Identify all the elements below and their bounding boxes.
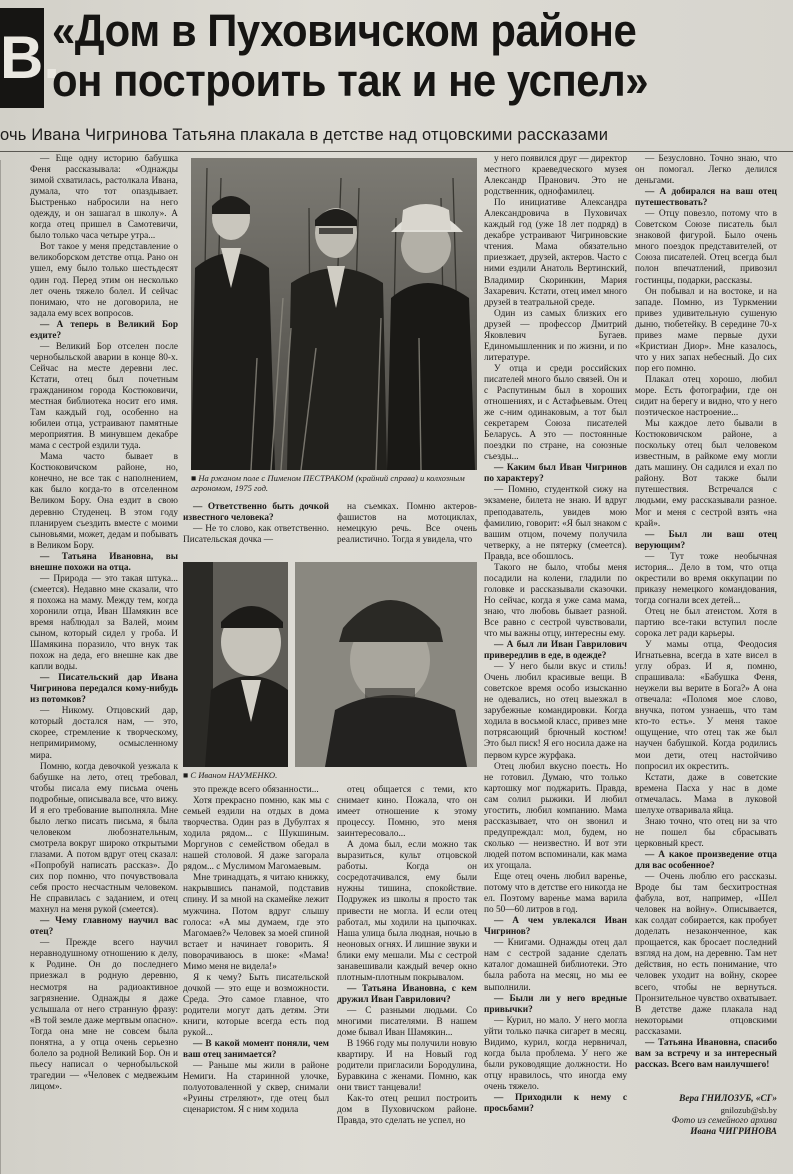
article-paragraph: — Не то слово, как ответственно. Писательская дочка — [183, 524, 329, 546]
article-column-1 [30, 154, 178, 1174]
subheadline: очь Ивана Чигринова Татьяна плакала в детстве над отцовскими рассказами [0, 126, 609, 144]
article-column-2 [183, 785, 329, 1174]
article-paragraph: Помню, когда девочкой уезжала к бабушке на лето, отец требовал, чтобы писала ему письма очень подробные, описывала все, что вижу. И я его требование выполняла. Мне было легко писать письма, я была человеком любознательным, смотрела вокруг широко открытыми глазами. А потом вдруг отец сказал: «Попробуй написать рассказ». До сих пор помню, что почувствовала себя просто несчастным человеком. Не справилась с заданием, и отец махнул на меня рукой (смеется). [30, 761, 178, 916]
headline-line-2: он построить так и не успел» [52, 55, 649, 106]
article-paragraph: Как-то отец решил построить дом в Пуховичском районе. Правда, это сделать не успел, но [337, 1094, 477, 1127]
article-paragraph: Вот такое у меня представление о великоборском детстве отца. Рано он ушел, ему было только шестьдесят один год. Перед этим он несколько лет очень тяжело болел. И сейчас понимаю, что не договорила, не задала ему всех вопросов. [30, 242, 178, 319]
photo-left-man-image [183, 562, 288, 767]
article-paragraph: — Никому. Отцовский дар, который достался нам, — это, скорее, стремление к творческому, непримиримому, осмысленному мира. [30, 706, 178, 761]
article-paragraph: — Раньше мы жили в районе Немиги. На старинной улочке, полуотоваленной у сквер, снимали «Руины стреляют», где отец был сценаристом. Я с ним ходила [183, 1061, 329, 1116]
article-paragraph: — Помню, студенткой сижу на экзамене, билета не знаю. И вдруг преподаватель, увидев мою фамилию, говорит: «Я был знаком с вашим отцом, почему получила четверку, а не пятерку (смеется). Правда, все обошлось. [484, 485, 627, 562]
interview-question: — А добирался на ваш отец путешествовать? [635, 187, 777, 209]
article-paragraph: отец общается с теми, кто снимает кино. Пожала, что он имеет отношение к этому процессу. Помню, это меня заинтересовало... [337, 785, 477, 840]
caption-square-icon: ■ [183, 770, 191, 780]
photo-naumenko [295, 562, 477, 767]
article-paragraph: — Очень люблю его рассказы. Вроде бы там бесхитростная фабула, вот, например, «Шел человек на войну». Описывается, как солдат собирается, как пробует доделать незаконченное, как прощается, как бросает последний взгляд на дом, на деревню. Там нет действия, но есть понимание, что человек уходит на войну, скорее всего, чтобы не вернуться. Пронзительное чувство охватывает. В детстве даже плакала над некоторыми отцовскими рассказами. [635, 872, 777, 1037]
article-paragraph: У отца и среди российских писателей много было связей. Он и с Распутиным был в хороших отношениях, и с Астафьевым. Отец же с-ним одинаковым, а тот был секретарем Союза писателей Беларусь. А это — постоянные поездки по стране, на союзные съезды... [484, 363, 627, 463]
article-column-3 [337, 785, 477, 1174]
article-paragraph: Отец не был атеистом. Хотя в партию все-таки вступил после сорока лет ради карьеры. [635, 606, 777, 640]
author-email: gnilozub@sb.by [720, 1105, 777, 1116]
article-paragraph: Мне тринадцать, я читаю книжку, накрывшись панамой, подставив спину. И за мной на скамейке лежит мужчина. Потом вдруг слышу голоса: «А мы думаем, где это Магомаев?» Человек за моей спиной встает и начинает говорить. Я поворачиваюсь в шоке: «Мама! Мимо меня не видела!» [183, 873, 329, 972]
article-column-3-top [337, 502, 477, 558]
byline-block [635, 1094, 777, 1174]
article-paragraph: — С разными людьми. Со многими писателями. В нашем доме бывал Иван Шамякин... [337, 1005, 477, 1039]
interview-question: — Ответственно быть дочкой известного человека? [183, 502, 329, 524]
article-paragraph: В 1966 году мы получили новую квартиру. И на Новый год родители пригласили Бородулина, Буравкина с женами. Помню, как они твист танцевали! [337, 1039, 477, 1094]
interview-question: — Чему главному научил вас отец? [30, 916, 178, 938]
article-paragraph: — Великий Бор отселен после чернобыльской аварии в конце 80-х. Сейчас на месте деревни лес. Кстати, отец был почетным гражданином города Костюковичи, местная библиотека носит его имя. Там каждый год, особенно на юбилеи отца, устраивают памятные мероприятия. В минувшем декабре мама с сестрой ездили туда. [30, 341, 178, 452]
left-edge [0, 160, 1, 1174]
photo-left-man [183, 562, 288, 767]
interview-question: — В какой момент поняли, чем ваш отец занимается? [183, 1039, 329, 1061]
article-paragraph: Он побывал и на востоке, и на западе. Помню, из Туркмении привез удивительную сушеную дыню, тюбетейку. В середине 70-х привез маме первые духи «Кристиан Диор». Мне казалось, что у них запах небесный. До сих пор его помню. [635, 286, 777, 374]
photo-credit-line-2: Ивана ЧИГРИНОВА [690, 1127, 777, 1138]
article-paragraph: — У него были вкус и стиль! Очень любил красивые вещи. В советское время особо изысканно не одевались, но отец выезжал в зарубежные командировки. Когда ходила в восьмой класс, привез мне потрясающий брючный костюм! Это был писк! Я его носила даже на первом курсе журфака. [484, 662, 627, 761]
article-paragraph: — Еще одну историю бабушка Феня рассказывала: «Однажды зимой схватилась, растолкала Ивана, думала, что тот опаздывает. Быстренько набросили на него одежду, и он зашагал в школу». А когда отец пришел в Самотевичи, было только часа четыре утра... [30, 154, 178, 242]
article-paragraph: это прежде всего обязанности... [193, 785, 319, 795]
header-rule [0, 151, 793, 152]
article-paragraph: У мамы отца, Феодосия Игнатьевна, всегда в хате висел в углу образ. И я, помню, спрашивала: «Бабушка Феня, неужели вы верите в Бога?» А она отвечала: «Поломя мое слово, внучка, потом узнаешь, что там кто-то есть». У меня такое ощущение, что отец так же был научен бабушкой. Когда родились мои дети, отец настойчиво попросил их окрестить. [635, 640, 777, 772]
photo-naumenko-image [295, 562, 477, 767]
article-paragraph: — Безусловно. Точно знаю, что он помогал. Легко делился деньгами. [635, 154, 777, 187]
article-paragraph: — Природа — это такая штука... (смеется). Недавно мне сказали, что я похожа на маму. Между тем, когда хоронили отца, Иван Шамякин все время наблюдал за Валей, моим сыном, который сидел у гроба. И Шамякина поразило, что внук так похож на деда, его внешне как две капли воды. [30, 573, 178, 673]
interview-question: — Татьяна Ивановна, спасибо вам за встречу и за интересный рассказ. Всего вам наилучшего! [635, 1037, 777, 1070]
interview-question: — А теперь в Великий Бор ездите? [30, 319, 178, 341]
interview-question: — Приходили к нему с просьбами? [484, 1092, 627, 1115]
article-paragraph: Один из самых близких его друзей — профессор Дмитрий Яковлевич Бугаев. Единомышленник и по жизни, и по литературе. [484, 308, 627, 363]
interview-question: — А был ли Иван Гаврилович привередлив в еде, в одежде? [484, 640, 627, 662]
article-paragraph: — Прежде всего научил неравнодушному отношению к делу, к Родине. Он до последнего приезжал в родную деревню, несмотря на радиоактивное загрязнение. Однажды я даже услышала от него странную фразу: «В той земле даже мертвым опасно». Тогда она мне не совсем была понятна, а у отца очень серьезно болело за родной Великий Бор. Он и пьесу написал о чернобыльской трагедии — «Человек с медвежьим лицом». [30, 938, 178, 1092]
article-paragraph: Хотя прекрасно помню, как мы с семьей ездили на отдых в дома творчества. Один раз в Дубултах я ходила рядом... с Шукшиным. Моргунов с семейством обедал в нашей столовой. Я даже загорала рядом... с Муслимом Магомаевым. [183, 796, 329, 873]
article-paragraph: Такого не было, чтобы меня посадили на колени, гладили по головке и рассказывали сказочки. Но сейчас, когда я уже сама мама, знаю, что любовь бывает разной. Все равно с сестрой чувствовали, что мы важны отцу, интересны ему. [484, 562, 627, 640]
article-paragraph: — Курил, но мало. У него могла уйти только пачка сигарет в месяц. Видимо, курил, когда нервничал, когда была проблема. У него же были руководящие должности. Но отцу нравилось, что иногда ему очень тяжело. [484, 1015, 627, 1092]
article-paragraph: Знаю точно, что отец ни за что не пошел бы сбрасывать церковный крест. [635, 816, 777, 849]
article-paragraph: у него появился друг — директор местного краеведческого музея Александр Пранович. Это не родственник, однофамилец. [484, 154, 627, 198]
interview-question: — А какое произведение отца для вас особенное? [635, 849, 777, 871]
photo-rye-field-image [191, 158, 477, 470]
article-paragraph: А дома был, если можно так выразиться, культ отцовской работы. Когда он сосредотачивался, ему были нужны тишина, спокойствие. Подружек из школы я просто так привести не могла. И если отец работал, мы ходили на цыпочках. Наша улица была людная, ночью в неоновых огнях. И лишние звуки и блики ему мешали. Мы с сестрой занавешивали каждый вечер окно плотным-плотным покрывалом. [337, 840, 477, 983]
article-paragraph: Кстати, даже в советские времена Пасха у нас в доме отмечалась. Мама в луковой шелухе отваривала яйца. [635, 772, 777, 816]
interview-question: — Татьяна Ивановна, с кем дружил Иван Гаврилович? [337, 983, 477, 1005]
article-paragraph: Мама часто бывает в Костюковичском районе, но, конечно, не все так с наполнением, как было когда-то в отселенном Великом Бору. Она ездит в свою деревню Студенец. В этом году планируем съездить вместе с моими сыновьями, может, дедам и побывать в Великом Бору. [30, 452, 178, 551]
interview-question: — Писательский дар Ивана Чигринова передался кому-нибудь из потомков? [30, 673, 178, 706]
article-paragraph: Я к чему? Быть писательской дочкой — это еще и возможности. Среда. Это самое главное, что родители могут дать детям. Эти книги, которые всегда есть под рукой... [183, 972, 329, 1039]
photo-rye-field [191, 158, 477, 470]
article-paragraph: — Отцу повезло, потому что в Советском Союзе писатель был знаковой фигурой. Было очень много поездок представителей, от Союза писателей. Отец всегда был полон впечатлений, привозил гостинцы, подарки, рассказы. [635, 209, 777, 286]
article-column-2-top [183, 502, 329, 558]
interview-question: — Каким был Иван Чигринов по характеру? [484, 463, 627, 485]
section-tag: В. [0, 8, 44, 108]
photo-naumenko-caption: ■ С Иваном НАУМЕНКО. [183, 770, 278, 780]
interview-question: — Татьяна Ивановна, вы внешне похожи на отца. [30, 551, 178, 573]
headline [52, 6, 740, 106]
article-paragraph: По инициативе Александра Александровича в Пуховичах каждый год (уже 18 лет подряд) в декабре устраивают Чигриновские чтения. Мама обязательно приезжает, друзей, актеров. Часто с ними ездили Анатоль Вертинский, Владимир Скоринкин, Мария Захаревич. Кстати, отец имел много друзей в театральной среде. [484, 198, 627, 308]
article-paragraph: — Тут тоже необычная история... Дело в том, что отца окрестили во время оккупации по приказу немецкого командования, тогда согнали всех детей... [635, 551, 777, 606]
article-paragraph: — Книгами. Однажды отец дал нам с сестрой задание сделать каталог домашней библиотеки. Это была работа на месяц, но мы ее выполнили. [484, 938, 627, 993]
article-paragraph: на съемках. Помню актеров-фашистов на мотоциклах, немецкую речь. Все очень реалистично. Тогда я увидела, что [337, 502, 477, 546]
photo-credit-line-1: Фото из семейного архива [671, 1116, 777, 1127]
article-column-5 [635, 154, 777, 1088]
article-paragraph: Мы каждое лето бывали в Костюковичском районе, а поскольку отец был человеком известным, в райкоме ему могли дать машину. Он садился и ехал по району. Вот также были путешествия. Встречался с людьми, ему рассказывали разное. Мог и меня с сестрой взять «на край». [635, 419, 777, 529]
caption-square-icon: ■ [191, 473, 199, 483]
article-column-4 [484, 154, 627, 1174]
author-signature: Вера ГНИЛОЗУБ, «СГ» [679, 1094, 777, 1104]
interview-question: — Был ли ваш отец верующим? [635, 529, 777, 551]
article-paragraph: Отец любил вкусно поесть. Но не готовил. Думаю, что только картошку мог поджарить. Правда, сам солил рыжики. И любил угостить, любил компанию. Мама рассказывает, что он звонил и предупреждал: мол, будем, но сколько — неизвестно. И вот эти людей потом вспоминали, как мама их угощала. [484, 761, 627, 871]
interview-question: — Были ли у него вредные привычки? [484, 993, 627, 1015]
article-paragraph: Плакал отец хорошо, любил море. Есть фотографии, где он сидит на берегу и видно, что у него поэтическое настроение... [635, 374, 777, 419]
interview-question: — А чем увлекался Иван Чигринов? [484, 916, 627, 938]
photo-rye-field-caption: ■ На ржаном поле с Пименом ПЕСТРАКОМ (крайний справа) и колхозным агрономом, 1975 год. [191, 473, 465, 493]
headline-line-1: «Дом в Пуховичском районе [52, 5, 637, 56]
article-paragraph: Еще отец очень любил варенье, потому что в детстве его никогда не ел. Поэтому варенье мама варила по 50—60 литров в год. [484, 872, 627, 916]
